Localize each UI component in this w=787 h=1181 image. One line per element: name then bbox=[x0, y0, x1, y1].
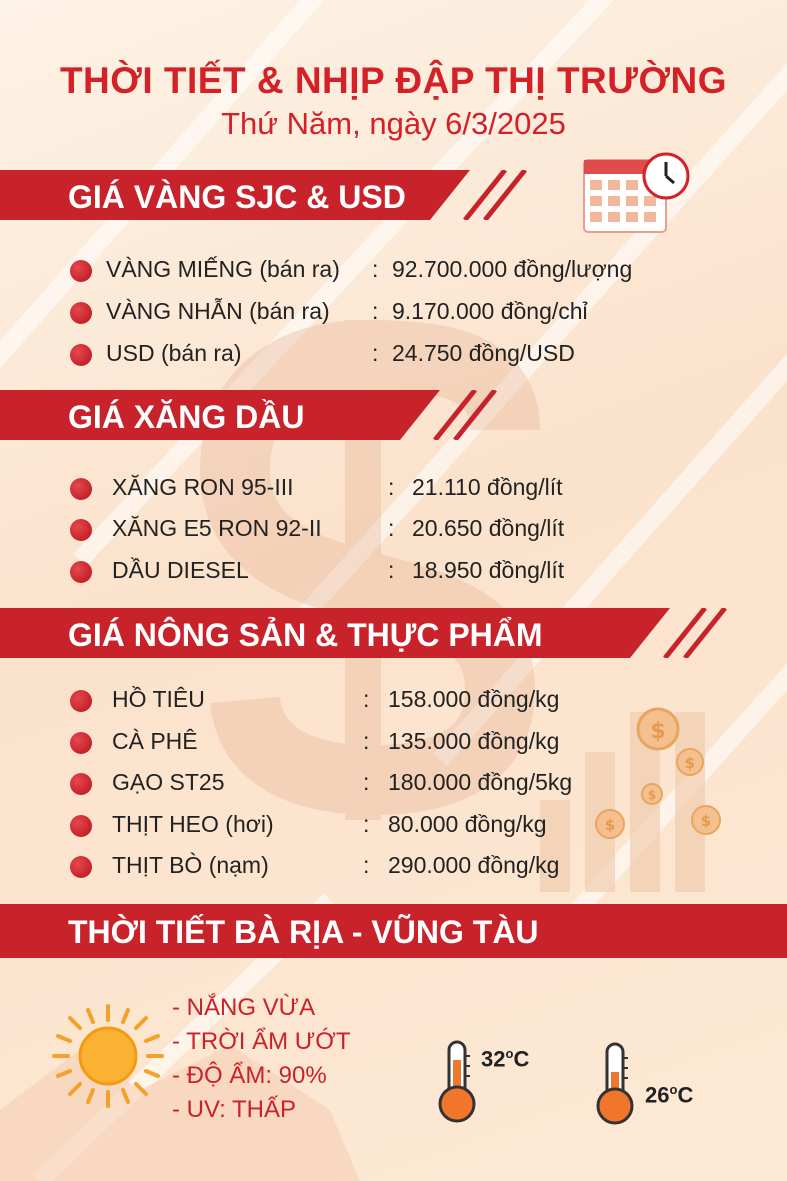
item-value: 18.950 đồng/lít bbox=[412, 557, 565, 583]
clock-icon bbox=[644, 154, 688, 198]
item-colon: : bbox=[388, 474, 395, 500]
bullet-icon bbox=[70, 260, 92, 282]
weather-condition: - ĐỘ ẨM: 90% bbox=[172, 1062, 327, 1089]
item-label: HỒ TIÊU bbox=[112, 686, 205, 712]
item-label: GẠO ST25 bbox=[112, 769, 225, 795]
thermometer-icon bbox=[592, 1040, 638, 1128]
weather-condition: - NẮNG VỪA bbox=[172, 994, 316, 1021]
section-heading-gold: GIÁ VÀNG SJC & USD bbox=[68, 179, 406, 215]
item-colon: : bbox=[372, 298, 379, 324]
item-colon: : bbox=[372, 256, 379, 282]
item-value: 21.110 đồng/lít bbox=[412, 474, 563, 500]
section-heading-weather: THỜI TIẾT BÀ RỊA - VŨNG TÀU bbox=[68, 914, 539, 950]
item-label: XĂNG RON 95-III bbox=[112, 474, 294, 500]
bullet-icon bbox=[70, 690, 92, 712]
item-label: VÀNG MIẾNG (bán ra) bbox=[106, 256, 340, 282]
item-colon: : bbox=[363, 686, 370, 712]
item-value: 24.750 đồng/USD bbox=[392, 340, 575, 366]
bullet-icon bbox=[70, 519, 92, 541]
sun-icon bbox=[48, 1000, 168, 1112]
bullet-icon bbox=[70, 815, 92, 837]
bullet-icon bbox=[70, 773, 92, 795]
bullet-icon bbox=[70, 302, 92, 324]
bullet-icon bbox=[70, 344, 92, 366]
item-colon: : bbox=[363, 852, 370, 878]
item-value: 135.000 đồng/kg bbox=[388, 728, 560, 754]
page-date: Thứ Năm, ngày 6/3/2025 bbox=[221, 106, 566, 141]
weather-condition: - UV: THẤP bbox=[172, 1096, 297, 1123]
item-label: DẦU DIESEL bbox=[112, 557, 249, 583]
svg-text:$: $ bbox=[684, 754, 696, 772]
temperature-high-value: 32 bbox=[481, 1046, 506, 1072]
temperature-high bbox=[481, 1046, 529, 1072]
item-colon: : bbox=[363, 769, 370, 795]
bullet-icon bbox=[70, 561, 92, 583]
temperature-low bbox=[645, 1082, 693, 1108]
item-label: USD (bán ra) bbox=[106, 340, 242, 366]
section-heading-fuel: GIÁ XĂNG DẦU bbox=[68, 399, 305, 435]
calendar-icon bbox=[578, 150, 698, 236]
item-value: 80.000 đồng/kg bbox=[388, 811, 547, 837]
degree-symbol: o bbox=[669, 1082, 678, 1097]
section-banner-weather bbox=[0, 904, 787, 958]
temperature-low-value: 26 bbox=[645, 1082, 670, 1108]
weather-condition: - TRỜI ẨM ƯỚT bbox=[172, 1028, 351, 1055]
item-label: VÀNG NHẪN (bán ra) bbox=[106, 298, 330, 324]
temperature-unit: C bbox=[677, 1082, 694, 1108]
item-value: 290.000 đồng/kg bbox=[388, 852, 560, 878]
bullet-icon bbox=[70, 732, 92, 754]
section-banner-gold bbox=[0, 170, 540, 220]
svg-text:$: $ bbox=[650, 719, 666, 744]
item-colon: : bbox=[388, 557, 395, 583]
item-value: 158.000 đồng/kg bbox=[388, 686, 560, 712]
degree-symbol: o bbox=[505, 1046, 514, 1061]
bullet-icon bbox=[70, 856, 92, 878]
item-label: XĂNG E5 RON 92-II bbox=[112, 515, 322, 541]
section-banner-fuel bbox=[0, 390, 510, 440]
item-colon: : bbox=[372, 340, 379, 366]
item-colon: : bbox=[363, 811, 370, 837]
svg-text:$: $ bbox=[647, 788, 657, 802]
section-banner-food bbox=[0, 608, 740, 658]
temperature-unit: C bbox=[513, 1046, 530, 1072]
thermometer-icon bbox=[434, 1038, 480, 1126]
page-title: THỜI TIẾT & NHỊP ĐẬP THỊ TRƯỜNG bbox=[59, 60, 728, 101]
item-value: 9.170.000 đồng/chỉ bbox=[392, 298, 588, 324]
svg-text:$: $ bbox=[700, 812, 712, 830]
svg-text:$: $ bbox=[604, 816, 616, 834]
item-label: CÀ PHÊ bbox=[112, 728, 198, 754]
bullet-icon bbox=[70, 478, 92, 500]
section-heading-food: GIÁ NÔNG SẢN & THỰC PHẨM bbox=[68, 617, 543, 653]
item-label: THỊT HEO (hơi) bbox=[112, 811, 274, 837]
item-value: 92.700.000 đồng/lượng bbox=[392, 256, 633, 282]
item-value: 20.650 đồng/lít bbox=[412, 515, 565, 541]
item-label: THỊT BÒ (nạm) bbox=[112, 852, 269, 878]
item-colon: : bbox=[388, 515, 395, 541]
item-value: 180.000 đồng/5kg bbox=[388, 769, 573, 795]
item-colon: : bbox=[363, 728, 370, 754]
